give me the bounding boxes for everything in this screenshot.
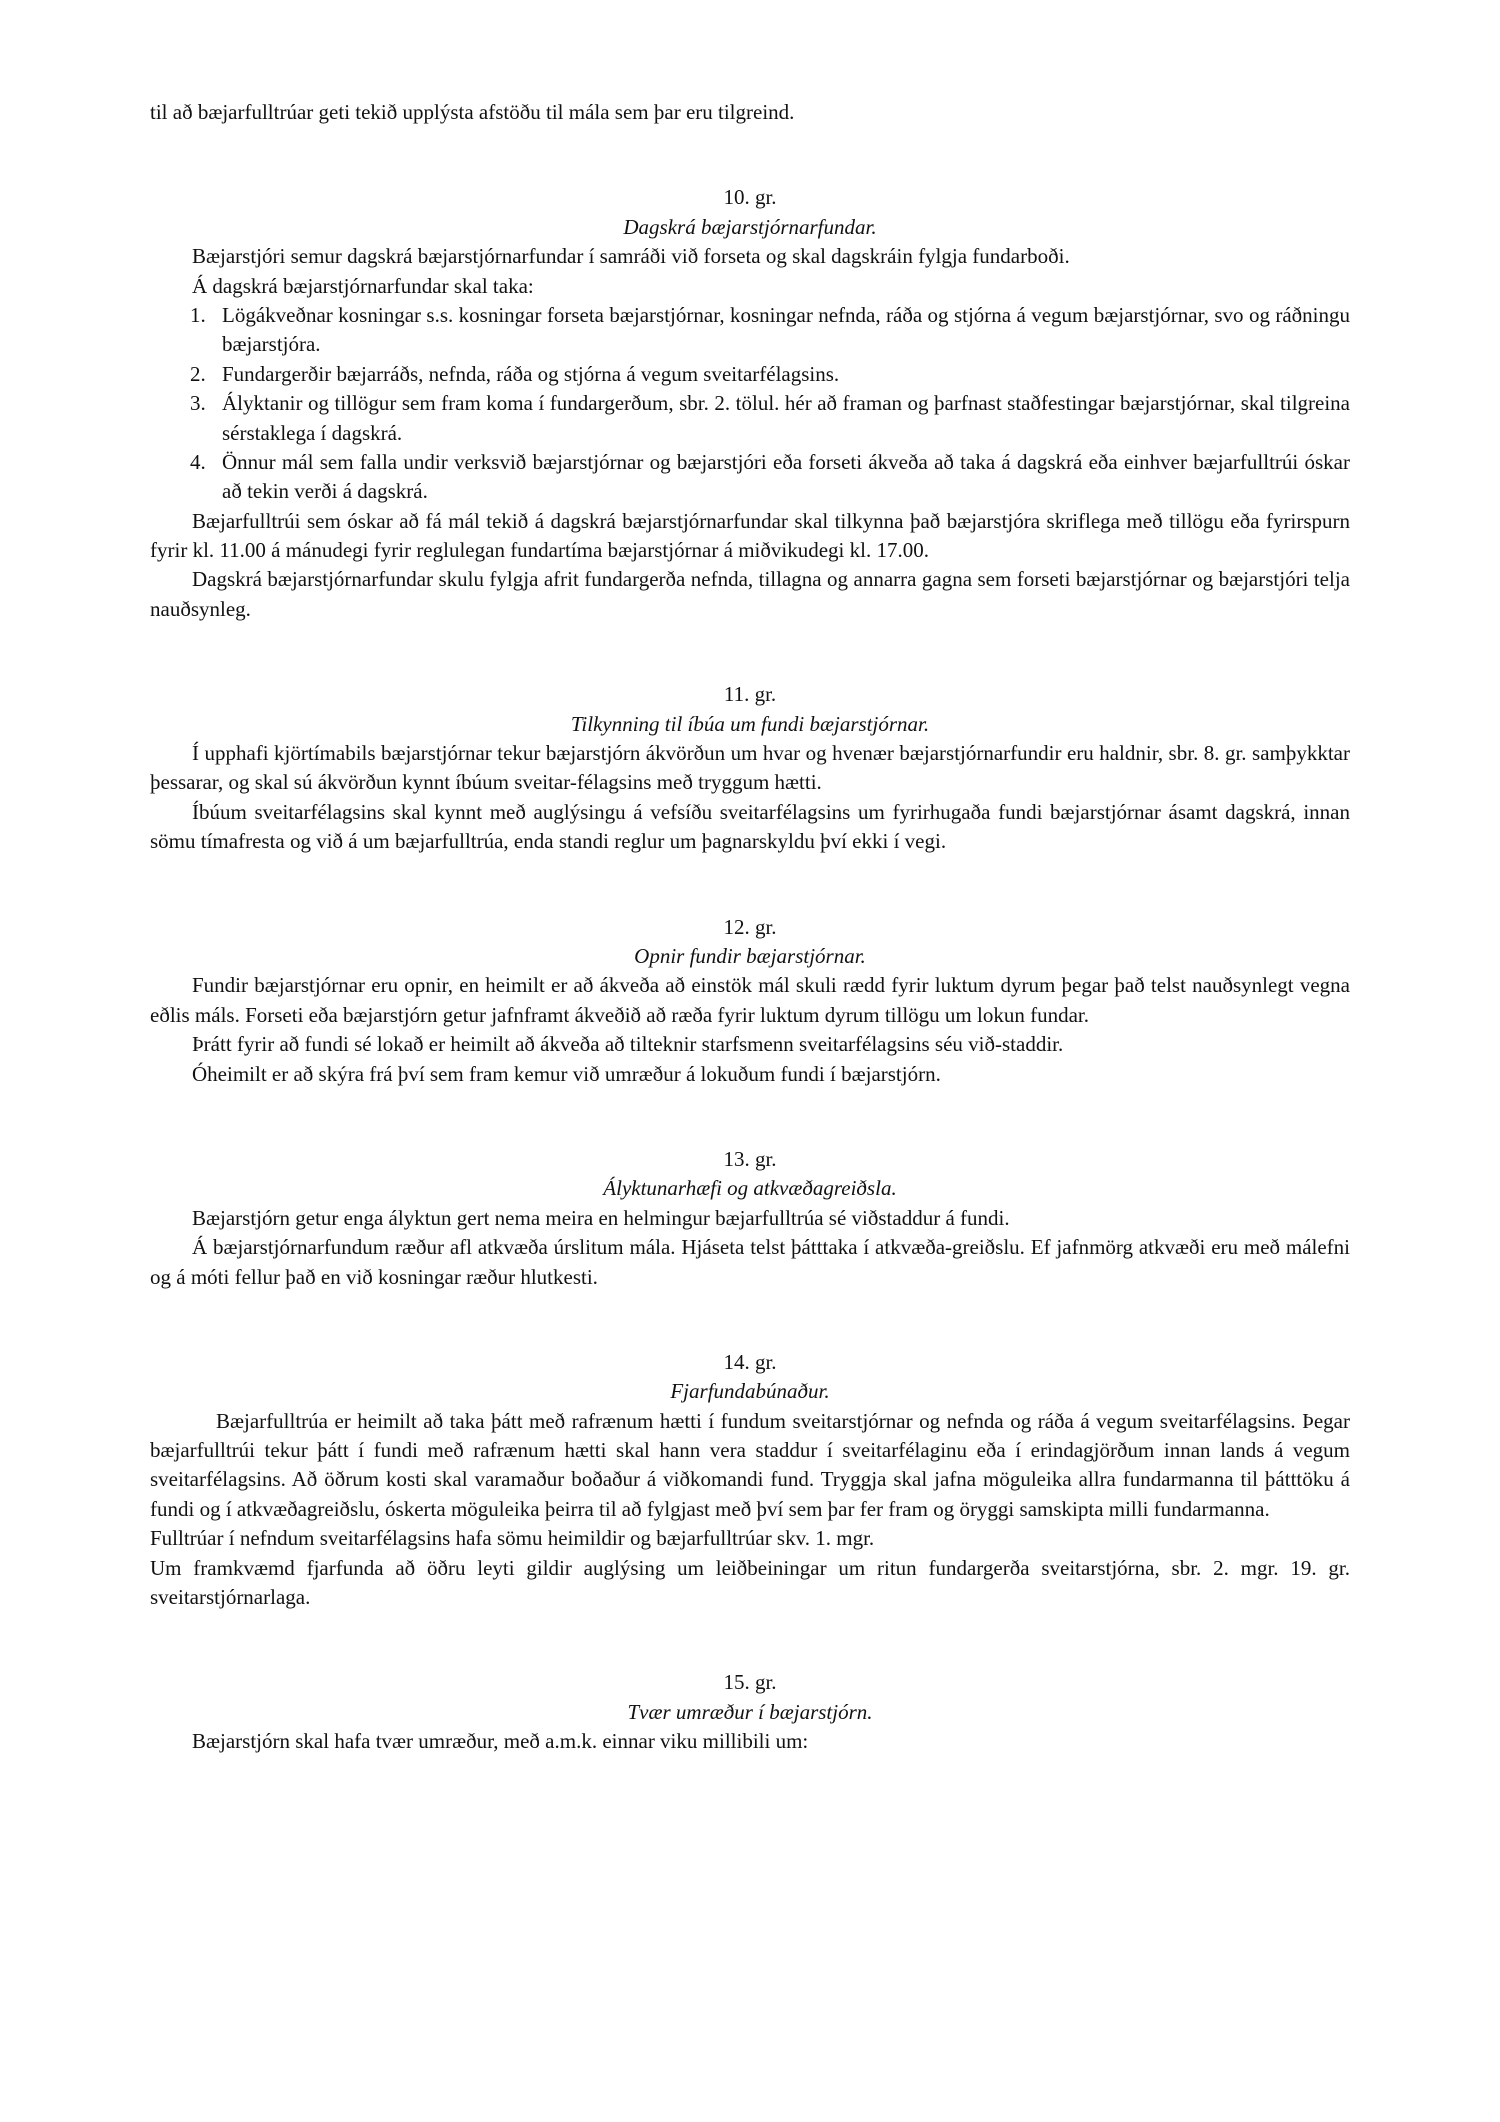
section-12 bbox=[150, 913, 1350, 1089]
list-item-number: 3. bbox=[190, 391, 206, 416]
section-10 bbox=[150, 183, 1350, 624]
section-11 bbox=[150, 680, 1350, 856]
list-item-text: Lögákveðnar kosningar s.s. kosningar forseta bæjarstjórnar, kosningar nefnda, ráða og stjórna á vegum bæjarstjórnar, svo og ráðningu bæjarstjóra. bbox=[222, 302, 1350, 357]
list-item bbox=[150, 448, 1350, 507]
list-item bbox=[150, 301, 1350, 360]
list-item bbox=[150, 389, 1350, 448]
paragraph: Um framkvæmd fjarfunda að öðru leyti gildir auglýsing um leiðbeiningar um ritun fundargerða sveitarstjórna, sbr. 2. mgr. 19. gr. sveitarstjórnarlaga. bbox=[150, 1555, 1350, 1610]
paragraph: Bæjarfulltrúa er heimilt að taka þátt með rafrænum hætti í fundum sveitarstjórnar og nefnda og ráða á vegum sveitarfélagsins. Þegar bæjarfulltrúi tekur þátt í fundi með rafrænum hætti skal hann vera staddur í sveitarfélaginu eða í erindagjörðum innan lands á vegum sveitarfélagsins. Að öðrum kosti skal varamaður boðaður á viðkomandi fund. Tryggja skal jafna möguleika allra fundarmanna til þátttöku á fundi og í atkvæðagreiðslu, óskerta möguleika þeirra til að fylgjast með því sem þar fer fram og öryggi samskipta milli fundarmanna. bbox=[150, 1408, 1350, 1521]
paragraph: Dagskrá bæjarstjórnarfundar skulu fylgja afrit fundargerða nefnda, tillagna og annarra gagna sem forseti bæjarstjórnar og bæjarstjóri telja nauðsynleg. bbox=[150, 567, 1350, 621]
paragraph: Bæjarstjórn skal hafa tvær umræður, með a.m.k. einnar viku millibili um: bbox=[192, 1729, 809, 1754]
paragraph: Bæjarstjóri semur dagskrá bæjarstjórnarfundar í samráði við forseta og skal dagskráin fylgja fundarboði. bbox=[192, 244, 1070, 269]
list-item-number: 2. bbox=[190, 361, 206, 386]
paragraph: Fulltrúar í nefndum sveitarfélagsins hafa sömu heimildir og bæjarfulltrúar skv. 1. mgr. bbox=[150, 1526, 875, 1551]
section-number: 13. gr. bbox=[723, 1146, 777, 1171]
paragraph: Í upphafi kjörtímabils bæjarstjórnar tekur bæjarstjórn ákvörðun um hvar og hvenær bæjarstjórnarfundir eru haldnir, sbr. 8. gr. samþykktar þessarar, og skal sú ákvörðun kynnt íbúum sveitar-félagsins með tryggum hætti. bbox=[150, 741, 1350, 795]
section-title: Ályktunarhæfi og atkvæðagreiðsla. bbox=[603, 1176, 897, 1201]
list-item bbox=[150, 360, 1350, 389]
lead-paragraph: til að bæjarfulltrúar geti tekið upplýsta afstöðu til mála sem þar eru tilgreind. bbox=[150, 100, 795, 124]
list-item-number: 1. bbox=[190, 302, 206, 327]
list-item-number: 4. bbox=[190, 449, 206, 474]
sections bbox=[150, 183, 1350, 1756]
list-item-text: Önnur mál sem falla undir verksvið bæjarstjórnar og bæjarstjóri eða forseti ákveða að taka á dagskrá eða einhver bæjarfulltrúi óskar að tekin verði á dagskrá. bbox=[222, 449, 1350, 504]
list-item-text: Ályktanir og tillögur sem fram koma í fundargerðum, sbr. 2. tölul. hér að framan og þarfnast staðfestingar bæjarstjórnar, skal tilgreina sérstaklega í dagskrá. bbox=[222, 391, 1350, 445]
numbered-list bbox=[150, 301, 1350, 507]
section-title: Fjarfundabúnaður. bbox=[670, 1379, 830, 1404]
section-13 bbox=[150, 1145, 1350, 1292]
paragraph: Bæjarstjórn getur enga ályktun gert nema meira en helmingur bæjarfulltrúa sé viðstaddur á fundi. bbox=[192, 1205, 1010, 1230]
section-title: Dagskrá bæjarstjórnarfundar. bbox=[623, 214, 877, 239]
section-number: 10. gr. bbox=[723, 185, 777, 210]
paragraph: Íbúum sveitarfélagsins skal kynnt með auglýsingu á vefsíðu sveitarfélagsins um fyrirhugaða fundi bæjarstjórnar ásamt dagskrá, innan sömu tímafresta og við á um bæjarfulltrúa, enda standi reglur um þagnarskyldu því ekki í vegi. bbox=[150, 799, 1350, 854]
section-title: Tvær umræður í bæjarstjórn. bbox=[627, 1699, 873, 1724]
section-number: 15. gr. bbox=[723, 1670, 777, 1695]
paragraph: Þrátt fyrir að fundi sé lokað er heimilt að ákveða að tilteknir starfsmenn sveitarfélagsins séu við-staddir. bbox=[192, 1032, 1064, 1057]
section-title: Opnir fundir bæjarstjórnar. bbox=[634, 943, 866, 968]
paragraph: Á dagskrá bæjarstjórnarfundar skal taka: bbox=[192, 273, 534, 298]
section-title: Tilkynning til íbúa um fundi bæjarstjórnar. bbox=[570, 711, 930, 736]
paragraph: Bæjarfulltrúi sem óskar að fá mál tekið á dagskrá bæjarstjórnarfundar skal tilkynna það bæjarstjóra skriflega með tillögu eða fyrirspurn fyrir kl. 11.00 á mánudegi fyrir reglulegan fundartíma bæjarstjórnar á miðvikudegi kl. 17.00. bbox=[150, 508, 1350, 563]
paragraph: Á bæjarstjórnarfundum ræður afl atkvæða úrslitum mála. Hjáseta telst þátttaka í atkvæða-greiðslu. Ef jafnmörg atkvæði eru með málefni og á móti fellur það en við kosningar ræður hlutkesti. bbox=[150, 1235, 1350, 1289]
paragraph: Fundir bæjarstjórnar eru opnir, en heimilt er að ákveða að einstök mál skuli rædd fyrir luktum dyrum þegar það telst nauðsynlegt vegna eðlis máls. Forseti eða bæjarstjórn getur jafnframt ákveðið að ræða fyrir luktum dyrum tillögu um lokun fundar. bbox=[150, 973, 1350, 1027]
list-item-text: Fundargerðir bæjarráðs, nefnda, ráða og stjórna á vegum sveitarfélagsins. bbox=[222, 361, 840, 386]
section-number: 14. gr. bbox=[723, 1349, 777, 1374]
section-15 bbox=[150, 1668, 1350, 1756]
section-14 bbox=[150, 1348, 1350, 1613]
paragraph: Óheimilt er að skýra frá því sem fram kemur við umræður á lokuðum fundi í bæjarstjórn. bbox=[192, 1061, 941, 1086]
section-number: 12. gr. bbox=[723, 914, 777, 939]
section-number: 11. gr. bbox=[723, 682, 777, 707]
